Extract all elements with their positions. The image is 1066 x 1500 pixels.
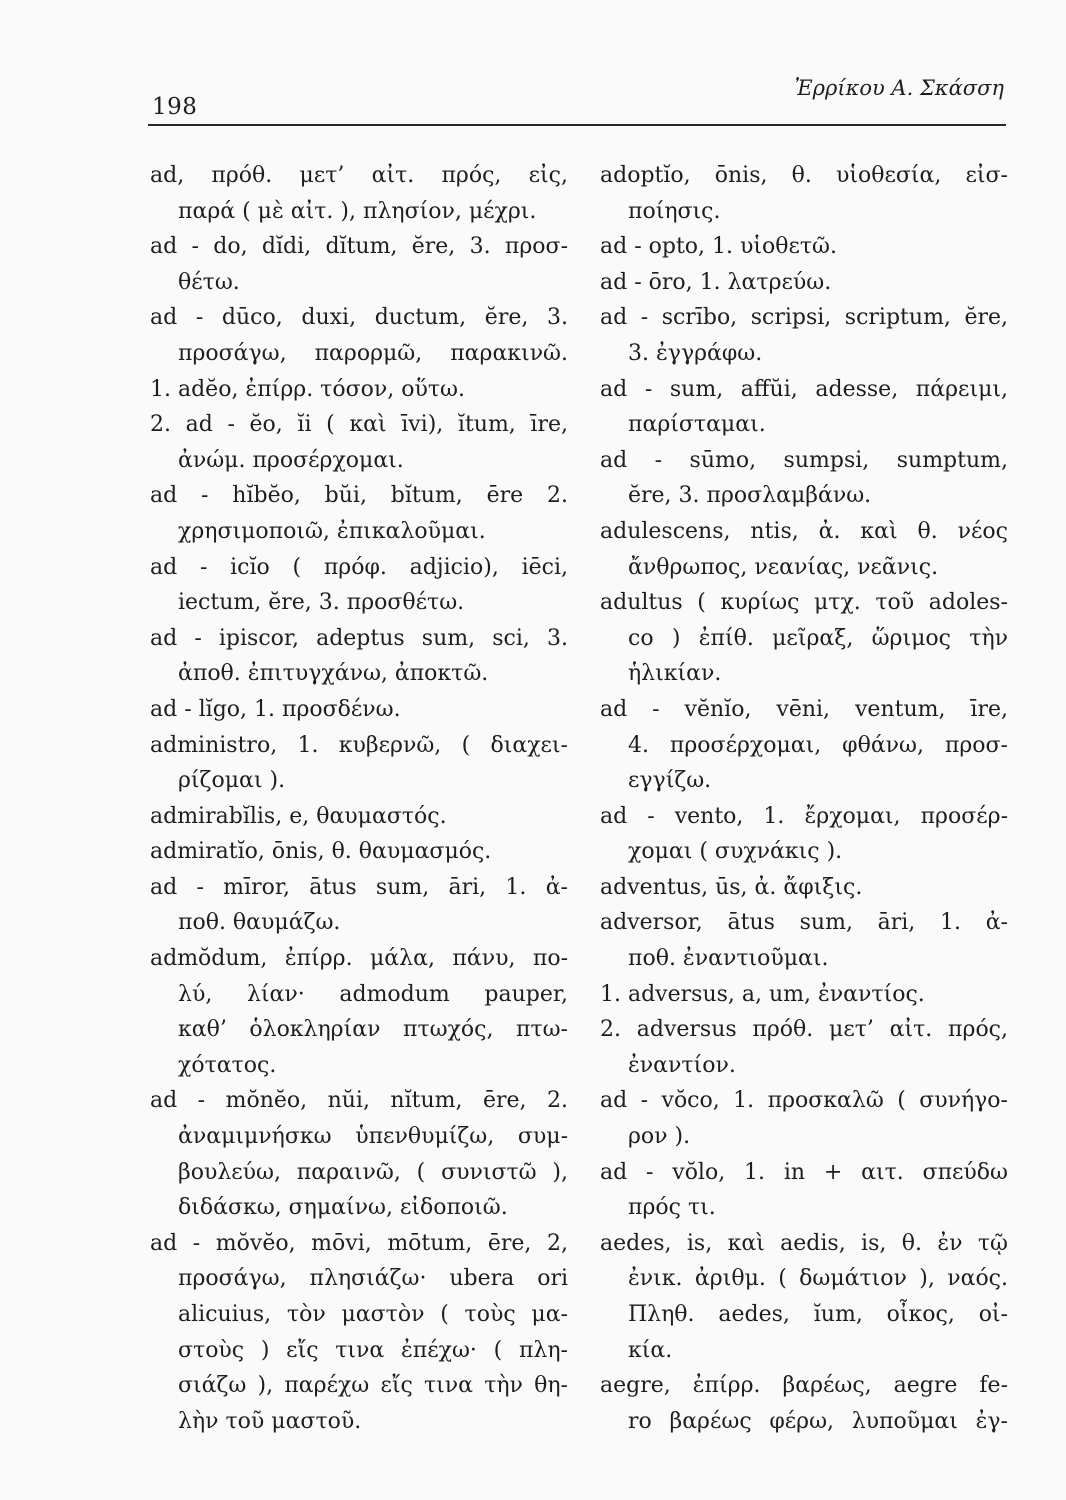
dictionary-line: administro, 1. κυβερνῶ, ( διαχει-: [150, 732, 568, 758]
left-column: [150, 158, 568, 1439]
dictionary-line: ad - mīror, ātus sum, āri, 1. ἀ-: [150, 874, 568, 900]
dictionary-line: παρά ( μὲ αἰτ. ), πλησίον, μέχρι.: [178, 198, 537, 224]
dictionary-line: 2. adversus πρόθ. μετ’ αἰτ. πρός,: [600, 1017, 1008, 1043]
dictionary-line: aegre, ἐπίρρ. βαρέως, aegre fe-: [600, 1373, 1008, 1399]
dictionary-line: θέτω.: [178, 269, 240, 295]
dictionary-line: ad - mŏvĕo, mōvi, mōtum, ēre, 2,: [150, 1230, 568, 1256]
dictionary-line: 1. adĕo, ἐπίρρ. τόσον, οὕτω.: [150, 376, 465, 402]
dictionary-line: 1. adversus, a, um, ἐναντίος.: [600, 981, 925, 1007]
dictionary-line: ἀναμιμνήσκω ὑπενθυμίζω, συμ-: [178, 1124, 568, 1150]
dictionary-line: διδάσκω, σημαίνω, εἰδοποιῶ.: [178, 1195, 508, 1221]
dictionary-line: χότατος.: [178, 1052, 277, 1078]
dictionary-line: προσάγω, πλησιάζω· ubera ori: [178, 1266, 568, 1292]
dictionary-line: ad - mŏnĕo, nŭi, nĭtum, ēre, 2.: [150, 1088, 568, 1114]
dictionary-line: ρίζομαι ).: [178, 768, 286, 794]
dictionary-line: ἐναντίον.: [628, 1052, 736, 1078]
dictionary-line: προσάγω, παρορμῶ, παρακινῶ.: [178, 340, 568, 366]
dictionary-line: ποθ. ἐναντιοῦμαι.: [628, 946, 829, 972]
dictionary-line: λύ, λίαν· admodum pauper,: [178, 981, 568, 1007]
dictionary-line: ad - vĕnĭo, vēni, ventum, īre,: [600, 696, 1008, 722]
dictionary-line: ποίησις.: [628, 198, 721, 224]
dictionary-line: χομαι ( συχνάκις ).: [628, 839, 843, 865]
dictionary-line: admŏdum, ἐπίρρ. μάλα, πάνυ, πο-: [150, 946, 568, 972]
dictionary-line: παρίσταμαι.: [628, 412, 766, 438]
dictionary-line: κία.: [628, 1337, 673, 1363]
dictionary-line: ad - sūmo, sumpsi, sumptum,: [600, 447, 1008, 473]
dictionary-line: aedes, is, καὶ aedis, is, θ. ἐν τῷ: [600, 1230, 1008, 1256]
dictionary-line: ĕre, 3. προσλαμβάνω.: [628, 483, 872, 509]
dictionary-line: σιάζω ), παρέχω εἴς τινα τὴν θη-: [178, 1373, 568, 1399]
dictionary-line: adoptĭo, ōnis, θ. υἱοθεσία, εἰσ-: [600, 163, 1008, 188]
dictionary-line: ad - vŏlo, 1. in + αιτ. σπεύδω: [600, 1159, 1008, 1185]
dictionary-line: ἐνικ. ἀριθμ. ( δωμάτιον ), ναός.: [628, 1266, 1008, 1292]
dictionary-line: ἀποθ. ἐπιτυγχάνω, ἀποκτῶ.: [178, 661, 489, 687]
dictionary-line: ρον ).: [628, 1124, 691, 1150]
dictionary-line: ro βαρέως φέρω, λυποῦμαι ἐγ-: [628, 1408, 1008, 1434]
page-number: 198: [152, 94, 198, 120]
right-column: [600, 158, 1008, 1439]
dictionary-line: ad - vŏco, 1. προσκαλῶ ( συνήγο-: [600, 1088, 1008, 1114]
dictionary-line: adulescens, ntis, ἀ. καὶ θ. νέος: [600, 518, 1008, 544]
dictionary-line: βουλεύω, παραινῶ, ( συνιστῶ ),: [178, 1159, 568, 1185]
dictionary-line: ad - do, dĭdi, dĭtum, ĕre, 3. προσ-: [150, 234, 568, 260]
dictionary-line: λὴν τοῦ μαστοῦ.: [178, 1408, 362, 1434]
dictionary-line: adultus ( κυρίως μτχ. τοῦ adoles-: [600, 590, 1008, 616]
dictionary-line: ad - icĭo ( πρόφ. adjicio), iēci,: [150, 554, 568, 580]
dictionary-line: καθ’ ὁλοκληρίαν πτωχός, πτω-: [178, 1017, 568, 1043]
dictionary-line: admirabĭlis, e, θαυμαστός.: [150, 803, 447, 829]
dictionary-line: ad - sum, affŭi, adesse, πάρειμι,: [600, 376, 1008, 402]
dictionary-line: ad - scrībo, scripsi, scriptum, ĕre,: [600, 305, 1008, 331]
dictionary-line: co ) ἐπίθ. μεῖραξ, ὥριμος τὴν: [628, 625, 1008, 651]
dictionary-line: adversor, ātus sum, āri, 1. ἀ-: [600, 910, 1008, 936]
dictionary-line: 3. ἐγγράφω.: [628, 340, 763, 366]
dictionary-line: χρησιμοποιῶ, ἐπικαλοῦμαι.: [178, 518, 486, 544]
dictionary-line: ἡλικίαν.: [628, 661, 722, 687]
dictionary-line: adventus, ūs, ἀ. ἄφιξις.: [600, 874, 863, 900]
dictionary-line: ad - ōro, 1. λατρεύω.: [600, 269, 832, 295]
dictionary-line: ad - hĭbĕo, bŭi, bĭtum, ēre 2.: [150, 483, 568, 509]
dictionary-line: ad - vento, 1. ἔρχομαι, προσέρ-: [600, 803, 1008, 829]
dictionary-line: 2. ad - ĕo, ĭi ( καὶ īvi), ĭtum, īre,: [150, 412, 568, 438]
header-rule: [148, 124, 1006, 126]
running-head: Ἐρρίκου Α. Σκάσση: [794, 76, 1004, 100]
dictionary-line: ad - dūco, duxi, ductum, ĕre, 3.: [150, 305, 568, 331]
dictionary-line: ἀνώμ. προσέρχομαι.: [178, 447, 404, 473]
dictionary-line: Πληθ. aedes, ĭum, οἶκος, οἰ-: [628, 1302, 1008, 1327]
dictionary-line: alicuius, τὸν μαστὸν ( τοὺς μα-: [178, 1302, 568, 1327]
dictionary-line: 4. προσέρχομαι, φθάνω, προσ-: [628, 732, 1008, 758]
dictionary-line: ad - ipiscor, adeptus sum, sci, 3.: [150, 625, 568, 651]
dictionary-line: ad - opto, 1. υἱοθετῶ.: [600, 234, 837, 260]
dictionary-line: ad, πρόθ. μετ’ αἰτ. πρός, εἰς,: [150, 163, 568, 188]
dictionary-line: πρός τι.: [628, 1195, 716, 1221]
dictionary-line: ποθ. θαυμάζω.: [178, 910, 341, 936]
dictionary-line: ἄνθρωπος, νεανίας, νεᾶνις.: [628, 554, 939, 580]
dictionary-line: admiratĭo, ōnis, θ. θαυμασμός.: [150, 839, 492, 865]
dictionary-line: στοὺς ) εἴς τινα ἐπέχω· ( πλη-: [178, 1337, 568, 1363]
dictionary-line: ad - lĭgo, 1. προσδένω.: [150, 696, 401, 722]
dictionary-line: iectum, ĕre, 3. προσθέτω.: [178, 590, 465, 616]
dictionary-line: εγγίζω.: [628, 768, 712, 794]
